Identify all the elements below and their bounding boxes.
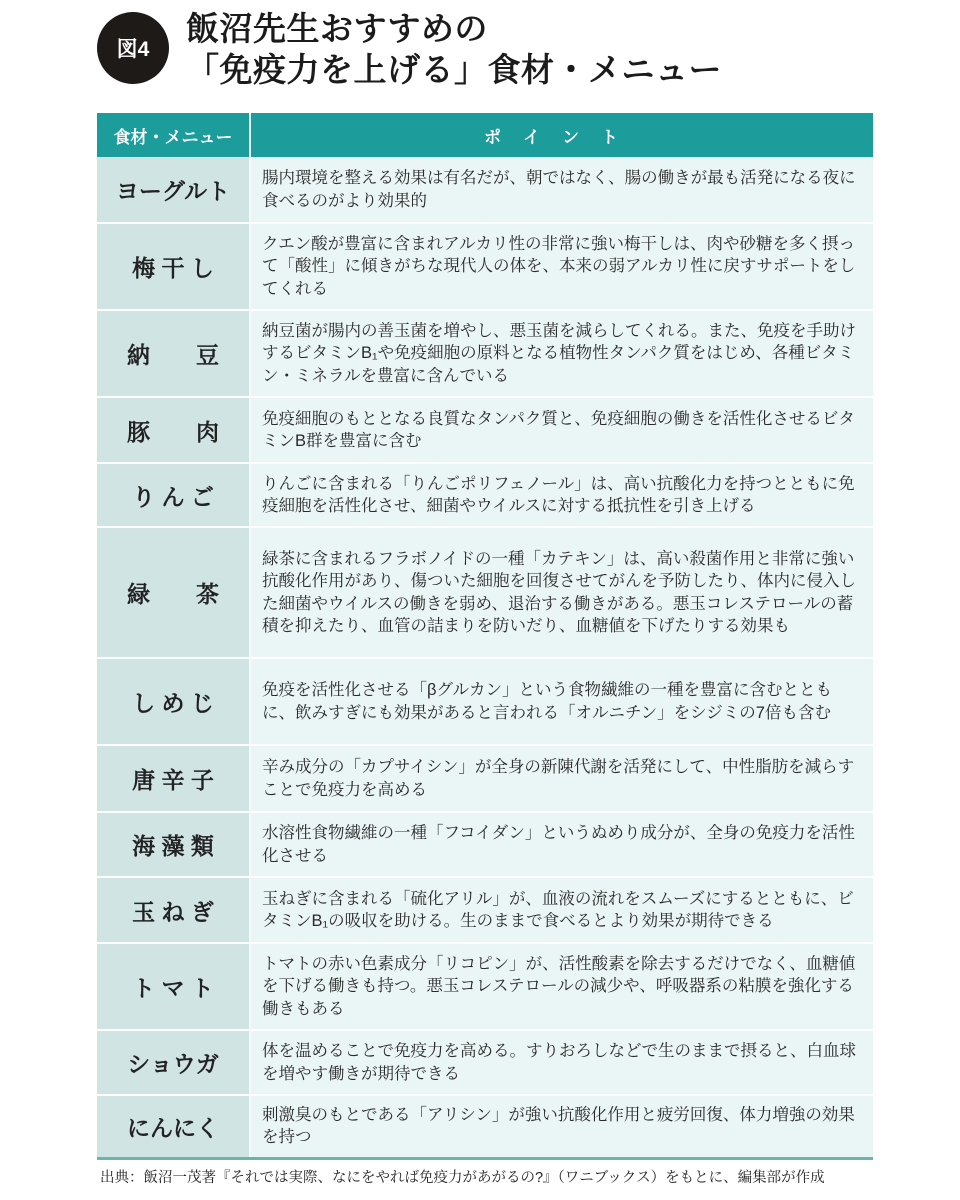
food-point: 刺激臭のもとである「アリシン」が強い抗酸化作用と疲労回復、体力増強の効果を持つ: [250, 1095, 873, 1158]
figure-badge: 図4: [97, 12, 169, 84]
source-note: 出典：飯沼一茂著『それでは実際、なにをやれば免疫力があがるの?』（ワニブックス）をもとに、編集部が作成: [100, 1170, 825, 1186]
food-name: 豚 肉: [97, 397, 250, 463]
table-row: [97, 943, 873, 1030]
figure-title: [186, 8, 722, 90]
food-point: 腸内環境を整える効果は有名だが、朝ではなく、腸の働きが最も活発になる夜に食べるのがより効果的: [250, 157, 873, 223]
food-name: 海 藻 類: [97, 812, 250, 877]
table-row: [97, 527, 873, 658]
table-header-row: [97, 113, 873, 157]
food-point: 免疫細胞のもととなる良質なタンパク質と、免疫細胞の働きを活性化させるビタミンB群を豊富に含む: [250, 397, 873, 463]
table-row: [97, 812, 873, 877]
food-point: 水溶性食物繊維の一種「フコイダン」というぬめり成分が、全身の免疫力を活性化させる: [250, 812, 873, 877]
food-point: 免疫を活性化させる「βグルカン」という食物繊維の一種を豊富に含むとともに、飲みすぎにも効果があると言われる「オルニチン」をシジミの7倍も含む: [250, 658, 873, 745]
table-row: [97, 745, 873, 812]
table-row: [97, 223, 873, 310]
food-name: し め じ: [97, 658, 250, 745]
food-name: 玉 ね ぎ: [97, 877, 250, 943]
food-point: りんごに含まれる「りんごポリフェノール」は、高い抗酸化力を持つとともに免疫細胞を活性化させ、細菌やウイルスに対する抵抗性を引き上げる: [250, 463, 873, 527]
table-row: [97, 463, 873, 527]
title-line-1: 飯沼先生おすすめの: [186, 10, 488, 47]
food-point: トマトの赤い色素成分「リコピン」が、活性酸素を除去するだけでなく、血糖値を下げる働きも持つ。悪玉コレステロールの減少や、呼吸器系の粘膜を強化する働きもある: [250, 943, 873, 1030]
food-point: 緑茶に含まれるフラボノイドの一種「カテキン」は、高い殺菌作用と非常に強い抗酸化作用があり、傷ついた細胞を回復させてがんを予防したり、体内に侵入した細菌やウイルスの働きを弱め、退治する働きがある。悪玉コレステロールの蓄積を抑えたり、血管の詰まりを防いだり、血糖値を下げたりする効果も: [250, 527, 873, 658]
header-point: ポイント: [250, 113, 873, 157]
table-row: [97, 1095, 873, 1158]
food-name: 緑 茶: [97, 527, 250, 658]
table-row: [97, 157, 873, 223]
food-point: 玉ねぎに含まれる「硫化アリル」が、血液の流れをスムーズにするとともに、ビタミンB₁の吸収を助ける。生のままで食べるとより効果が期待できる: [250, 877, 873, 943]
table-row: [97, 310, 873, 397]
food-point: 納豆菌が腸内の善玉菌を増やし、悪玉菌を減らしてくれる。また、免疫を手助けするビタミンB₁や免疫細胞の原料となる植物性タンパク質をはじめ、各種ビタミン・ミネラルを豊富に含んでいる: [250, 310, 873, 397]
food-name: ショウガ: [97, 1030, 250, 1095]
title-line-2: 「免疫力を上げる」食材・メニュー: [186, 51, 722, 88]
header-food: 食材・メニュー: [97, 113, 250, 157]
food-name: にんにく: [97, 1095, 250, 1158]
food-name: 納 豆: [97, 310, 250, 397]
food-name: 梅 干 し: [97, 223, 250, 310]
food-name: ヨーグルト: [97, 157, 250, 223]
food-name: り ん ご: [97, 463, 250, 527]
food-name: 唐 辛 子: [97, 745, 250, 812]
table-row: [97, 1030, 873, 1095]
table-row: [97, 877, 873, 943]
food-point: 辛み成分の「カプサイシン」が全身の新陳代謝を活発にして、中性脂肪を減らすことで免疫力を高める: [250, 745, 873, 812]
food-point: 体を温めることで免疫力を高める。すりおろしなどで生のままで摂ると、白血球を増やす働きが期待できる: [250, 1030, 873, 1095]
food-table: [97, 113, 873, 1160]
food-name: ト マ ト: [97, 943, 250, 1030]
table-row: [97, 397, 873, 463]
table-row: [97, 658, 873, 745]
food-point: クエン酸が豊富に含まれアルカリ性の非常に強い梅干しは、肉や砂糖を多く摂って「酸性」に傾きがちな現代人の体を、本来の弱アルカリ性に戻すサポートをしてくれる: [250, 223, 873, 310]
